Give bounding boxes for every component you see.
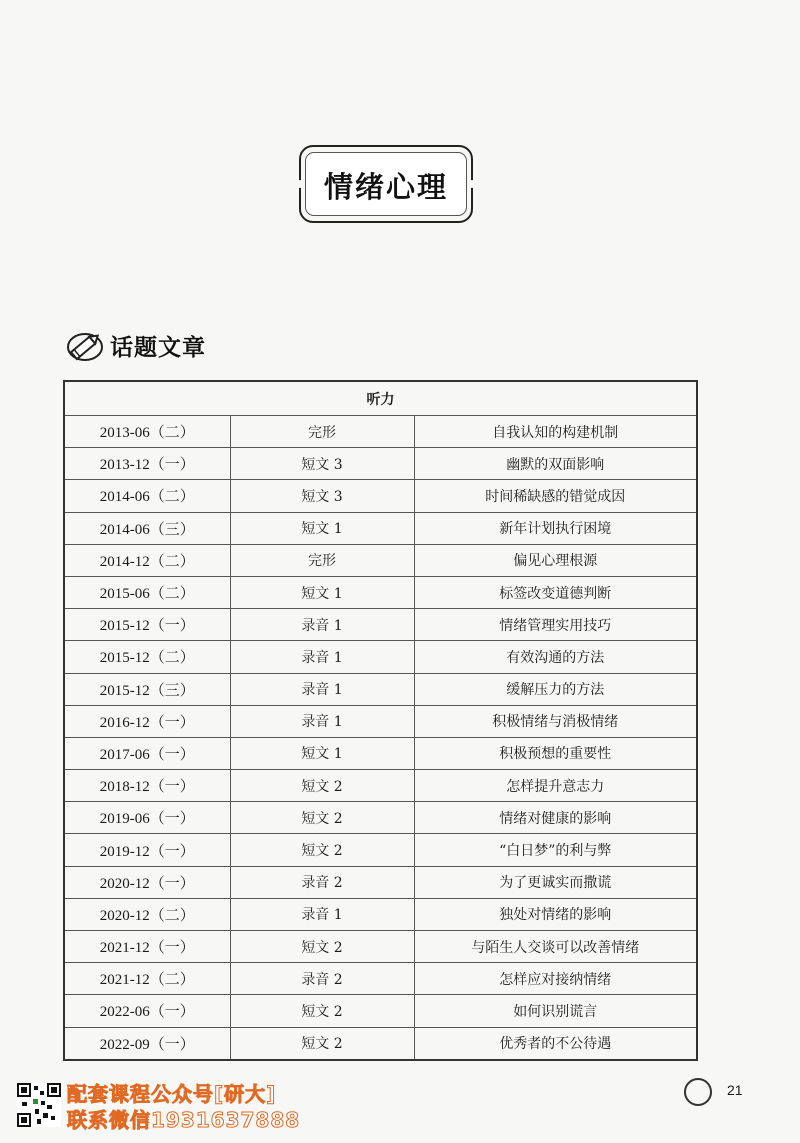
promo-line-1: 配套课程公众号[研大]	[67, 1082, 277, 1106]
row-section: 录音 1	[230, 673, 414, 705]
table-row	[64, 931, 697, 963]
row-section: 录音 2	[230, 963, 414, 995]
table-row	[64, 448, 697, 480]
table-row	[64, 576, 697, 608]
row-topic: 积极情绪与消极情绪	[414, 705, 697, 737]
page-circle-icon	[684, 1078, 712, 1106]
row-date: 2022-06（一）	[64, 995, 230, 1027]
row-section: 录音 1	[230, 609, 414, 641]
table-row	[64, 544, 697, 576]
row-section: 短文 2	[230, 995, 414, 1027]
chapter-title-box	[299, 145, 473, 223]
table-row	[64, 737, 697, 769]
row-date: 2017-06（一）	[64, 737, 230, 769]
row-topic: 标签改变道德判断	[414, 576, 697, 608]
row-section: 短文 2	[230, 802, 414, 834]
row-topic: 幽默的双面影响	[414, 448, 697, 480]
qr-icon	[17, 1083, 61, 1127]
row-topic: 与陌生人交谈可以改善情绪	[414, 931, 697, 963]
row-section: 完形	[230, 544, 414, 576]
row-topic: “白日梦”的利与弊	[414, 834, 697, 866]
table-row	[64, 963, 697, 995]
row-section: 短文 1	[230, 737, 414, 769]
row-date: 2020-12（二）	[64, 898, 230, 930]
row-date: 2014-06（三）	[64, 512, 230, 544]
row-section: 短文 1	[230, 576, 414, 608]
row-date: 2014-06（二）	[64, 480, 230, 512]
row-date: 2015-12（一）	[64, 609, 230, 641]
table-row	[64, 898, 697, 930]
row-topic: 时间稀缺感的错觉成因	[414, 480, 697, 512]
row-topic: 如何识别谎言	[414, 995, 697, 1027]
row-topic: 独处对情绪的影响	[414, 898, 697, 930]
row-date: 2019-06（一）	[64, 802, 230, 834]
row-section: 短文 2	[230, 1027, 414, 1060]
table-row	[64, 1027, 697, 1060]
row-date: 2013-12（一）	[64, 448, 230, 480]
row-date: 2014-12（二）	[64, 544, 230, 576]
section-title: 话题文章	[110, 334, 206, 361]
row-date: 2019-12（一）	[64, 834, 230, 866]
row-topic: 优秀者的不公待遇	[414, 1027, 697, 1060]
page-number: 21	[727, 1082, 743, 1098]
row-topic: 偏见心理根源	[414, 544, 697, 576]
row-section: 短文 2	[230, 770, 414, 802]
row-date: 2021-12（一）	[64, 931, 230, 963]
pencil-icon	[66, 327, 104, 363]
row-date: 2015-12（三）	[64, 673, 230, 705]
row-section: 短文 3	[230, 480, 414, 512]
table-header: 听力	[64, 381, 697, 416]
table-row	[64, 480, 697, 512]
row-date: 2016-12（一）	[64, 705, 230, 737]
row-topic: 怎样提升意志力	[414, 770, 697, 802]
table-row	[64, 673, 697, 705]
table-row	[64, 995, 697, 1027]
row-topic: 情绪管理实用技巧	[414, 609, 697, 641]
row-date: 2020-12（一）	[64, 866, 230, 898]
row-section: 完形	[230, 416, 414, 448]
promo-text	[67, 1081, 300, 1133]
row-date: 2015-12（二）	[64, 641, 230, 673]
row-date: 2022-09（一）	[64, 1027, 230, 1060]
row-section: 短文 1	[230, 512, 414, 544]
table-row	[64, 416, 697, 448]
table-row	[64, 512, 697, 544]
table-row	[64, 834, 697, 866]
row-section: 短文 2	[230, 931, 414, 963]
row-section: 录音 1	[230, 898, 414, 930]
row-date: 2021-12（二）	[64, 963, 230, 995]
row-section: 短文 3	[230, 448, 414, 480]
row-topic: 怎样应对接纳情绪	[414, 963, 697, 995]
table-row	[64, 609, 697, 641]
row-section: 短文 2	[230, 834, 414, 866]
row-date: 2015-06（二）	[64, 576, 230, 608]
row-topic: 缓解压力的方法	[414, 673, 697, 705]
row-section: 录音 1	[230, 641, 414, 673]
table-row	[64, 866, 697, 898]
row-date: 2013-06（二）	[64, 416, 230, 448]
table-header-row	[64, 381, 697, 416]
row-section: 录音 2	[230, 866, 414, 898]
promo-line-2: 联系微信1931637888	[67, 1108, 301, 1132]
row-topic: 积极预想的重要性	[414, 737, 697, 769]
table-row	[64, 802, 697, 834]
row-topic: 为了更诚实而撒谎	[414, 866, 697, 898]
row-topic: 有效沟通的方法	[414, 641, 697, 673]
row-topic: 新年计划执行困境	[414, 512, 697, 544]
row-topic: 自我认知的构建机制	[414, 416, 697, 448]
row-section: 录音 1	[230, 705, 414, 737]
chapter-title: 情绪心理	[323, 170, 448, 204]
row-topic: 情绪对健康的影响	[414, 802, 697, 834]
section-heading	[66, 327, 206, 363]
qr-code	[17, 1083, 61, 1127]
table-row	[64, 705, 697, 737]
row-date: 2018-12（一）	[64, 770, 230, 802]
table-row	[64, 770, 697, 802]
table-row	[64, 641, 697, 673]
topic-table	[63, 380, 698, 1061]
